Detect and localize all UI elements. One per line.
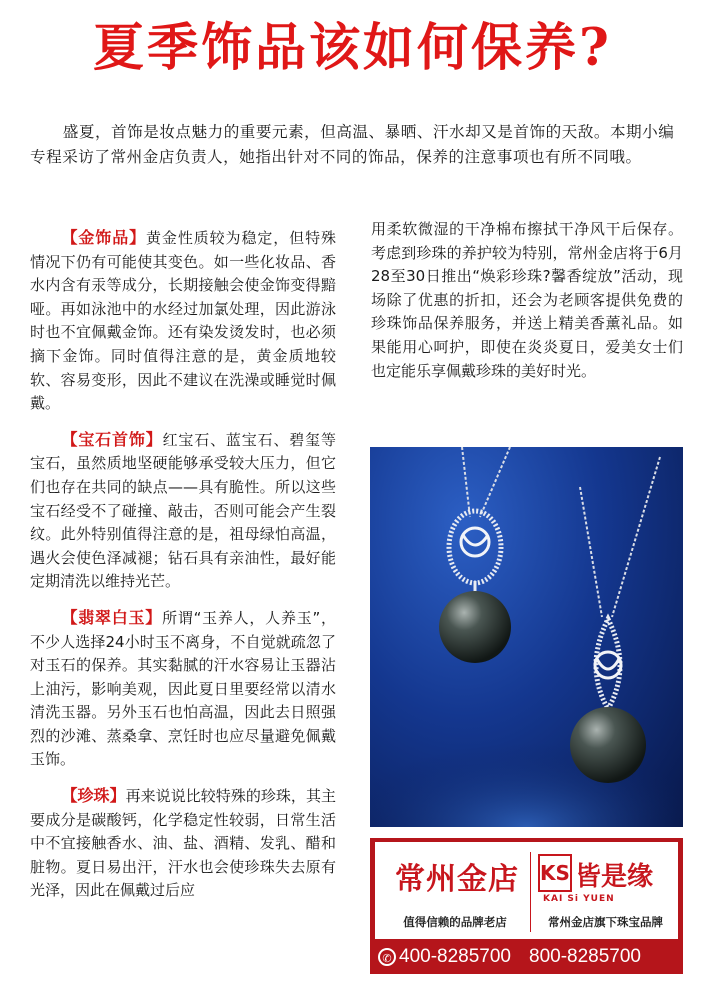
- section-text: 红宝石、蓝宝石、碧玺等宝石，虽然质地坚硬能够承受较大压力，但它们也存在共同的缺点——具有脆性。所以这些宝石经受不了碰撞、敲击，否则可能会产生裂纹。此外特别值得注意的是，祖母绿怕高温，遇火会使色泽减褪；钻石具有亲油性，最好能定期清洗以维持光芒。: [30, 430, 336, 591]
- article-title: 夏季饰品该如何保养?: [93, 18, 612, 78]
- section-text: 所谓“玉养人，人养玉”，不少人选择24小时玉不离身，不自觉就疏忽了对玉石的保养。其实黏腻的汗水容易让玉器沾上油污，影响美观，因此夏日里要经常以清水清洗玉器。另外玉石也怕高温，因此去日照强烈的沙滩、蒸桑拿、烹饪时也应尽量避免佩戴玉饰。: [30, 608, 336, 769]
- section-gemstone: [30, 428, 336, 594]
- phone-number-800[interactable]: 800-8285700: [529, 946, 641, 967]
- pearl-pendant-illustration: [370, 447, 683, 827]
- section-tag: 【宝石首饰】: [61, 429, 163, 449]
- section-text: 再来说说比较特殊的珍珠，其主要成分是碳酸钙，化学稳定性较弱，日常生活中不宜接触香水、油、盐、酒精、发乳、醋和脏物。夏日易出汗，汗水也会使珍珠失去原有光泽，因此在佩戴过后应: [30, 787, 336, 900]
- section-tag: 【珍珠】: [61, 786, 126, 806]
- section-tag: 【金饰品】: [61, 228, 147, 247]
- kaisiyuen-brand-en: KAI Si YUEN: [543, 894, 615, 904]
- phone-number-400[interactable]: 400-8285700: [399, 946, 511, 967]
- right-column: [371, 218, 683, 395]
- phone-icon: ✆: [378, 948, 396, 966]
- section-pearl: [30, 784, 336, 903]
- kaisiyuen-logo-icon: KS: [538, 854, 572, 892]
- changzhou-gold-store-logo: 常州金店: [395, 862, 519, 897]
- ad-slogan-right: 常州金店旗下珠宝品牌: [548, 915, 663, 929]
- advertisement-banner[interactable]: [370, 838, 683, 974]
- article-intro: [30, 120, 682, 170]
- kaisiyuen-brand-name: 皆是缘: [575, 862, 654, 892]
- section-jade: [30, 606, 336, 772]
- section-text: 黄金性质较为稳定，但特殊情况下仍有可能使其变色。如一些化妆品、香水内含有汞等成分，长期接触会使金饰变得黯哑。再如泳池中的水经过加氯处理，因此游泳时也不宜佩戴金饰。还有染发烫发时，也必须摘下金饰。同时值得注意的是，黄金质地较软、容易变形，因此不建议在洗澡或睡觉时佩戴。: [30, 229, 336, 413]
- continuation-text: 用柔软微湿的干净棉布擦拭干净风干后保存。考虑到珍珠的养护较为特别，常州金店将于6月28至30日推出“焕彩珍珠?馨香绽放”活动，现场除了优惠的折扣，还会为老顾客提供免费的珍珠饰品保养服务，并送上精美香薰礼品。如果能用心呵护，即使在炎炎夏日，爱美女士们也定能乐享佩戴珍珠的美好时光。: [371, 220, 683, 380]
- ad-divider: [530, 852, 531, 932]
- section-tag: 【翡翠白玉】: [61, 607, 163, 627]
- left-column: [30, 226, 336, 915]
- section-gold: [30, 226, 336, 416]
- pearl-pendant-photo: [370, 447, 683, 827]
- intro-paragraph: 盛夏，首饰是妆点魅力的重要元素，但高温、暴晒、汗水却又是首饰的天敌。本期小编专程采访了常州金店负责人，她指出针对不同的饰品，保养的注意事项也有所不同哦。: [30, 123, 675, 166]
- ad-brand-panel: [375, 842, 678, 939]
- ad-slogan-left: 值得信赖的品牌老店: [403, 915, 507, 929]
- ad-phone-row: [378, 944, 678, 970]
